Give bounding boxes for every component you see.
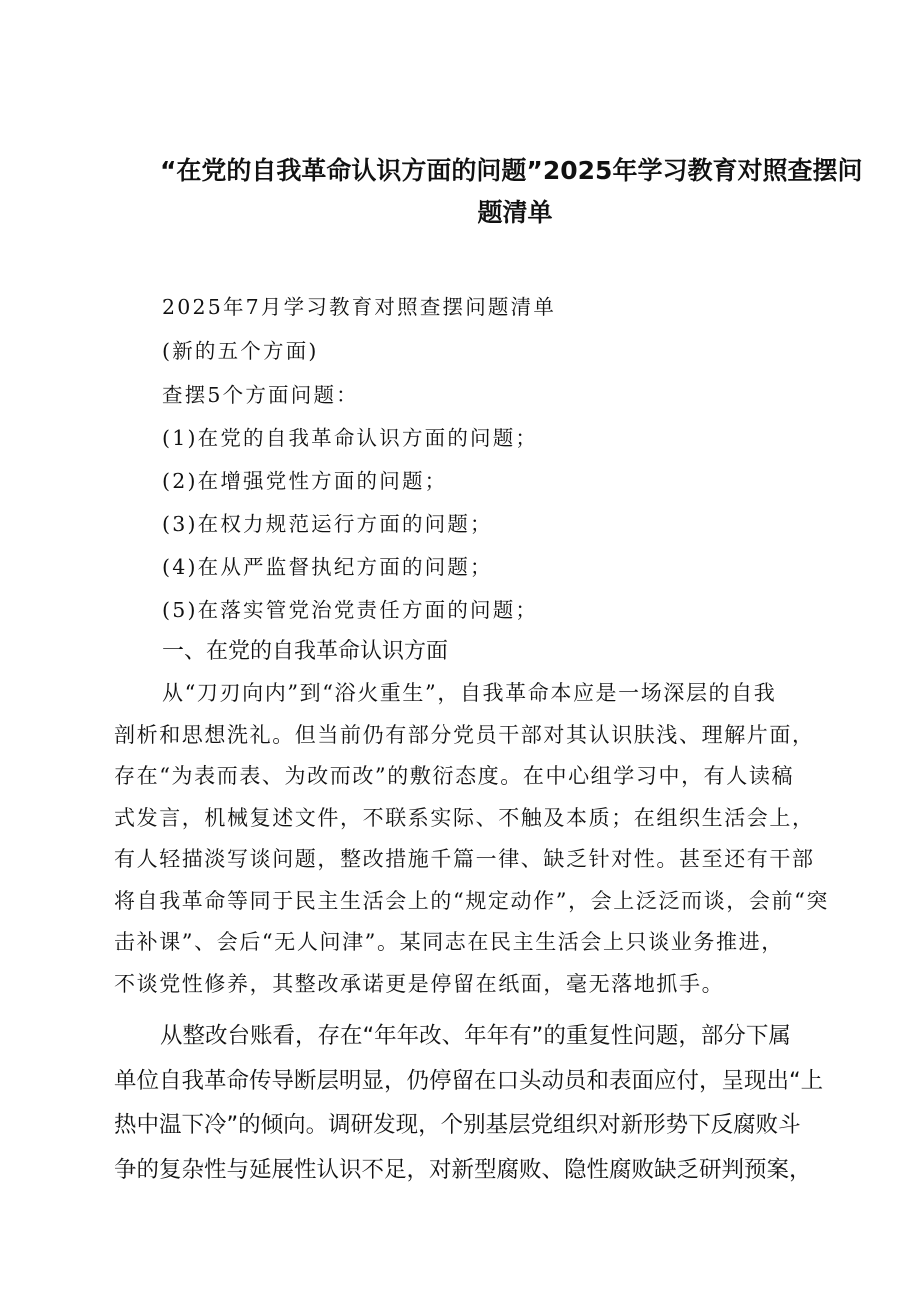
paragraph-line: 争的复杂性与延展性认识不足，对新型腐败、隐性腐败缺乏研判预案， [114,1156,812,1183]
paragraph-line: 单位自我革命传导断层明显，仍停留在口头动员和表面应付，呈现出“上 [114,1067,824,1094]
paragraph-line: 式发言，机械复述文件，不联系实际、不触及本质；在组织生活会上， [114,805,815,830]
list-item: (1)在党的自我革命认识方面的问题； [162,426,539,450]
paragraph-line: 从“刀刃向内”到“浴火重生”，自我革命本应是一场深层的自我 [162,681,777,705]
paragraph-line: 从整改台账看，存在“年年改、年年有”的重复性问题，部分下属 [160,1023,791,1049]
paragraph-line: 击补课”、会后“无人问津”。某同志在民主生活会上只谈业务推进， [114,930,784,954]
paragraph-line: 剖析和思想洗礼。但当前仍有部分党员干部对其认识肤浅、理解片面， [114,722,815,747]
paragraph-line: 将自我革命等同于民主生活会上的“规定动作”，会上泛泛而谈，会前“突 [114,888,830,913]
list-item: (2)在增强党性方面的问题； [162,469,448,493]
list-item: (3)在权力规范运行方面的问题； [162,512,493,536]
document-title-line-1: “在党的自我革命认识方面的问题”2025年学习教育对照查摆问 [160,156,863,185]
paragraph-line: 存在“为表而表、为改而改”的敷衍态度。在中心组学习中，有人读稿 [114,764,795,788]
paragraph-line: 不谈党性修养，其整改承诺更是停留在纸面，毫无落地抓手。 [114,971,725,996]
paragraph-2 [114,1014,844,1192]
paragraph-1 [114,673,834,1005]
paragraph-line: 有人轻描淡写谈问题，整改措施千篇一律、缺乏针对性。甚至还有干部 [114,847,815,871]
list-item: (5)在落实管党治党责任方面的问题； [162,598,539,622]
list-item: (4)在从严监督执纪方面的问题； [162,555,493,579]
document-title [160,150,863,234]
document-title-line-2: 题清单 [477,198,553,227]
document-note: (新的五个方面) [162,339,319,363]
document-subtitle: 2025年7月学习教育对照查摆问题清单 [162,295,557,319]
paragraph-line: 热中温下冷”的倾向。调研发现，个别基层党组织对新形势下反腐败斗 [114,1112,801,1138]
document-intro: 查摆5个方面问题： [162,383,359,407]
section-heading-1: 一、在党的自我革命认识方面 [162,639,449,664]
